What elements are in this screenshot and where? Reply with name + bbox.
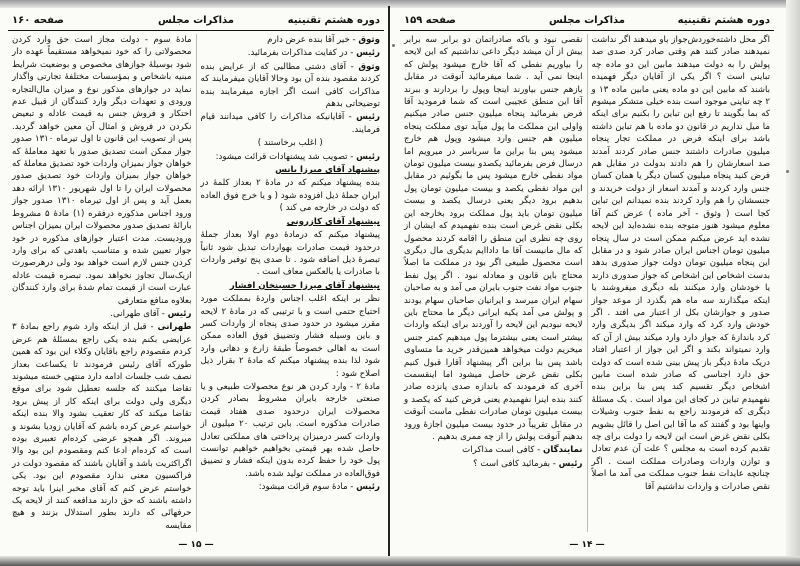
left-page-column-right: وثوق - خیر آقا بنده عرض دارم رئیس - در کفایت مذاکرات بفرمائید. وثوق - آقای دشتی مطالبی که از عرایض بنده کردند مقصود بنده آن بود وحالا آقایان میفرمایند که مذاکرات کافی است اگر اجازه میفرمایند بنده توضیحاتی بدهم رئیس - آقایانیکه مذاکرات را کافی میدانند قیام فرمایند. ( اغلب برخاستند ) رئیس - تصویب شد پیشنهادات قرائت میشود: پیشنهاد آقای میرزا یانس بنده پیشنهاد میکنم که در مادهٔ ۲ بعداز کلمهٔ در ایران جملهٔ ذیل افزوده شود ( و یا خرج فوق العاده که دولت در خارجه می کند ) پیشنهاد آقای کازرونی پیشنهاد میکنم که درمادهٔ دوم اولا بعداز جملهٔ درحدود قیمت صادرات بهواردات تبدیل شود ثانیاً تبصرهٔ ذیل اضافه شود . تا صدی پنج توفیر واردات با صادرات یا بالعکس معاف است . پیشنهاد آقای میرزا حسینخان افشار نظر بر اینکه اغلب اجناس واردهٔ بمملکت مورد احتیاج حتمی است و با ترتیبی که در مادهٔ ۲ لایحه مقرر میشود در حدود صدی پنجاه از واردات کسر و باین وسیله فشار وتضییق فوق العاده ممکن است به اهالی خصوصاً طبقهٔ زارع و دهاتی وارد شود لذا بنده پیشنهاد میکنم که مادهٔ ۲ بقرار ذیل اصلاح شود : مادهٔ ۲ - وارد کردن هر نوع محصولات طبیعی و یا صنعتی خارجه بایران مشروط بصادر کردن محصولات ایران درحدود صدی هفتاد قیمت صادرات مذکوره است. باین ترتیب ۲۰ میلیون از واردات کسر درمیزان پرداختی های مملکتی تعادل حاصل شده بهر قیمتی بخواهیم خواهیم توانست پول خود را حفظ کرده بدون اینکه فشار و تضییق فوق‌العاده در مملکت تولید شده باشد. رئیس - مادهٔ سوم قرائت میشود: [200, 35, 381, 493]
speaker-name: وثوق [358, 35, 380, 45]
speaker-name: رئیس [558, 458, 583, 469]
page-number-label: صفحه ۱۶۰ [12, 15, 64, 26]
scan-top-edge [0, 0, 800, 8]
page-footer-number: — ۱۴ — [569, 540, 605, 550]
left-page-header [8, 14, 384, 31]
scan-right-edge [786, 0, 800, 566]
paragraph-text: آقای دشتی مطالبی که از عرایض بنده کردند مقصود بنده آن بود وحالا آقایان میفرمایند که مذاکرات کافی است اگر اجازه میفرمایند بنده توضیحاتی بدهم [200, 61, 380, 110]
scan-speck [392, 44, 395, 47]
page-footer-number: — ۱۵ — [178, 540, 214, 550]
right-page [400, 8, 774, 554]
right-page-column-right [588, 34, 775, 532]
speaker-name: رئیس [356, 482, 380, 493]
speaker-name: وثوق [358, 61, 380, 72]
left-page [8, 8, 384, 554]
right-page-header [400, 14, 774, 31]
paragraph-text: بنده پیشنهاد میکنم که در مادهٔ ۲ بعداز کلمهٔ در ایران جملهٔ ذیل افزوده شود ( و یا خرج فوق العاده که دولت در خارجه می کند ) [200, 178, 380, 214]
paragraph-text: قبل از اینکه وارد شوم راجع بمادهٔ ۳ عرایضی بکنم بنده یکی راجع بمسئلهٔ هم عرض کردم مقصودم راجع باقایان وکلاء این بود که همین طورکه آقای رئیس فرمودند تا یکساعت بعداز نصف شب جلسات ادامه دارد منتهی خسته میشوند تقاضا میکنند که جلسه تعطیل شود برای موقع دیگری ولی دولت برای اینکه کار از پیش برود تقاضا میکند که کار تعقیب بشود والا بنده اینکه خواستم عرض کرده باشم که آقایان زودیا بشوند و میروند. اگر همچو عرضی کرده‌ام تعبیری بوده است که کرده‌ام ادعا کنم ومقصودم این بود والا اگراکثریت باشد و آقایان باشند که مقصود دولت در فراکسیون معنی ندارد مقصودم این بود. یکی خواستم عرض کنم که آقای مخبر اینرا باید توجه داشته باشند که حق دارند مدافعه کنند از لایحه یک حرفهائی که دارند بطور استدلال بزنند و هیچ مقایسه [12, 322, 192, 531]
paragraph-text: تصویب شد پیشنهادات قرائت میشود: [215, 151, 348, 162]
speaker-name: رئیس [356, 151, 380, 162]
left-page-column-left: مادهٔ سوم - دولت مجاز است حق وارد کردن محصولاتی را که خود نمیخواهد مستقیماً عهده دار شود بوسیلهٔ جوازهای مخصوص و بوضعیت شرایط مبنیه باشخاص و بمؤسسات مختلفهٔ تجارتی واگذار نماید در جوازهای مذکور نوع و میزان مال‌التجاره ورودی و تعهدات دیگر وارد کنندگان از قبیل عدم احتکار و فروش جنس به قیمت عادله و تبعیض نکردن در فروش و امثال آن معین خواهد گردید. پس از تصویب این قانون تا اول تیرماه ۱۳۱۰ صدور جواز ممکن است تصدیق صدور با تعهد معاملهٔ که خواهان جواز بمیزان واردات خود تصدیق معاملهٔ که خواهان جواز بمیزان واردات خود تصدیق صدور محصولات ایران را تا اول شهریور ۱۳۱۰ ارائه دهد بعمل آید و پس از اول تیرماه ۱۳۱۰ صدور جواز ورود اجناس مذکوره درفقره (۱) مادهٔ ۵ مشروط بارائهٔ تصدیق صدور محصولات ایران بمیزان اجناس ورودیست. مدت اعتبار جوازهای مذکوره در خود جواز تعیین شده و متناسب باهدتی که برای وارد کردن جنس لازم است خواهد بود ولی درهرصورت ازیک‌سال تجاوز نخواهد نمود. تبصره قیمت عادله عبارت است از قیمت تمام شدهٔ برای وارد کنندگان بعلاوه منافع متعارفی رئیس - آقای طهرانی. طهرانی - قبل از اینکه وارد شوم راجع بمادهٔ ۳ عرایضی بکنم بنده یکی راجع بمسئلهٔ هم عرض کردم مقصودم راجع باقایان وکلاء این بود که همین طورکه آقای رئیس فرمودند تا یکساعت بعداز نصف شب جلسات ادامه دارد منتهی خسته میشوند تقاضا میکنند که جلسه تعطیل شود برای موقع دیگری ولی دولت برای اینکه کار از پیش برود تقاضا میکند که کار تعقیب بشود والا بنده اینکه خواستم عرض کرده باشم که آقایان زودیا بشوند و میروند. اگر همچو عرضی کرده‌ام تعبیری بوده است که کرده‌ام ادعا کنم ومقصودم این بود والا اگراکثریت باشد و آقایان باشند که مقصود دولت در فراکسیون معنی ندارد مقصودم این بود. یکی خواستم عرض کنم که آقای مخبر اینرا باید توجه داشته باشند که حق دارند مدافعه کنند از لایحه یک حرفهائی که دارند بطور استدلال بزنند و هیچ مقایسه [8, 34, 197, 532]
paragraph-text: بفرمائید کافی است ؟ [473, 458, 551, 469]
paragraph-text: مادهٔ سوم - دولت مجاز است حق وارد کردن محصولاتی را که خود نمیخواهد مستقیماً عهده دار شود بوسیلهٔ جوازهای مخصوص و بوضعیت شرایط مبنیه باشخاص و بمؤسسات مختلفهٔ تجارتی واگذار نماید در جوازهای مذکور نوع و میزان مال‌التجاره ورودی و تعهدات دیگر وارد کنندگان از قبیل عدم احتکار و فروش جنس به قیمت عادله و تبعیض نکردن در فروش و امثال آن معین خواهد گردید. پس از تصویب این قانون تا اول تیرماه ۱۳۱۰ صدور جواز ممکن است تصدیق صدور با تعهد معاملهٔ که خواهان جواز بمیزان واردات خود تصدیق معاملهٔ که خواهان جواز بمیزان واردات خود تصدیق صدور محصولات ایران را تا اول شهریور ۱۳۱۰ ارائه دهد بعمل آید و پس از اول تیرماه ۱۳۱۰ صدور جواز ورود اجناس مذکوره درفقره (۱) مادهٔ ۵ مشروط بارائهٔ تصدیق صدور محصولات ایران بمیزان اجناس ورودیست. مدت اعتبار جوازهای مذکوره در خود جواز تعیین شده و متناسب باهدتی که برای وارد کردن جنس لازم است خواهد بود ولی درهرصورت ازیک‌سال تجاوز نخواهد نمود. تبصره قیمت عادله عبارت است از قیمت تمام شدهٔ برای وارد کنندگان بعلاوه منافع متعارفی [12, 35, 192, 306]
running-title: مذاکرات مجلس [157, 15, 234, 26]
paragraph-text: مادهٔ ۲ - وارد کردن هر نوع محصولات طبیعی و یا صنعتی خارجه بایران مشروط بصادر کردن محصولات ایران درحدود صدی هفتاد قیمت صادرات مذکوره است. باین ترتیب ۲۰ میلیون از واردات کسر درمیزان پرداختی های مملکتی تعادل حاصل شده بهر قیمتی بخواهیم خواهیم توانست پول خود را حفظ کرده بدون اینکه فشار و تضییق فوق‌العاده در مملکت تولید شده باشد. [200, 381, 381, 479]
paragraph-text: در کفایت مذاکرات بفرمائید. [247, 48, 348, 59]
right-page-columns [400, 34, 774, 532]
speaker-name: طهرانی [157, 322, 192, 333]
paragraph-text: اگر محل داشته‌خوردش‌جواز باو میدهند اگر نداشت نمیدهند صادر کنند هم وقتی صادر کرد صدی صد پولش را به دولت میدهند مابین این دو ماده چه تباینی است ؟ اگر یکی از آقایان دیگر فهمیده باشند که مابین این دو ماده یعنی مابین ماده ۱۳ و ۲ چه تباینی موجود است بنده خیلی متشکر میشوم که بما بگویند تا رفع این تباین را بکنیم برای اینکه ما میل نداریم در قانون دو ماده با هم تباین داشته باشد برای اینکه فرض در مملکت تجار پنجاه میلیون صادرات داشتند جنس صادر کردند آمدند صد اسعارشان را هم دادند بدولت در مقابل هم فرض کنید پنجاه میلیون کسان دیگر یا همان کسان جنس وارد کردند و آمدند اسعار از دولت خریدند و جنسشان را هم وارد کردند بنده نمیدانم این تباین کجا است ( وثوق - آخر ماده ) عرض کنم آقا معلوم میشود هنوز متوجه بنده نشده‌اید این لایحه نشده اید عرض میکنم ممکن است در سال پنجاه میلیون تومان اجناس ایران صادر شود و در مقابل این پنجاه میلیون تومان دولت جواز صدوری بدهد بدست اشخاص این اشخاص که جواز صدوری دارند یا خودشان وارد میکنند بله دیگری میفروشند یا اینکه میگذارند سه ماه هم بگذرد از موعد جواز صدور و جوازشان بکل از اعتبار می افتد . اگر خودش وارد کرد که وارد میکند اگر بدیگری وارد کرد باندازهٔ که جواز دارد وارد میکند بیش از آن که وارد نمیتواند بکند و اگر این جواز از اعتبار افتاد دریک مادهٔ دیگر باز پیش بینی شده است که دولت حق دارد اجناسی که صادر شده است مابین اشخاص دیگر تقسیم کند پس بنا براین بنده نفهمیدم تباین در کجای این مواد است . یک مسئلهٔ دیگری که فرمودند راجع به نفط جنوب وشیلات واینها بود و گفتند که ما آقا این اصل را قائل بشویم بکلی نقض غرض است این لایحه را دولت برای چه تقدیم کرده است به مجلس ؟ علت آن عدم تعادل و توازن واردات وصادرات مملکت است . اگر چنانچه عایدات نفط جنوب مملکت می آمد ما اصلاً نقص صادرات و واردات نداشتیم آقا [591, 35, 770, 492]
proposal-heading: پیشنهاد آقای میرزا یانس [275, 165, 380, 176]
speaker-name: رئیس [356, 112, 380, 123]
right-page-column-left: نقصی نبود و باکه صادراتمان دو برابر سه برابر بیش از آن میشد دیگر داعی نداشتیم که این لایحه را بیاوریم نفطی که آقا خارج میشود پولش که اینجا نمی آید . شما میفرمائید آنوقت در مقابل بازهم جنس بیاورند اینجا وپول را بردارند و ببرند آقا این منطق عجیبی است که شما فرمودید آقا فرض بفرمائید پنجاه میلیون جنس صادر میکنیم واولی این مملکت ما پول میآید توی مملکت پنجاه میلیون هم جنس وارد میشود وپول هم خارج میشود پس بنا براین ما سرباسر در میرویم اما درسال فرض بفرمائید یکصدو بیست میلیون تومان مواد نفطی خارج میشود پس ما بگوئیم در مقابل این مواد نفطی یکصد و بیست میلیون تومان پول بدهیم برود دیگر یعنی درسال یکصد و بیست میلیون تومان باید پول مملکت برود بخارجه این بکلی نقض غرض است بنده نفهمیدم که ایشان از روی چه نظری این منطق را اقامه کردند محصول که مال مانیست آقا ما داداایم بدیگری مال دیگری است محصول طبیعی اگر بود در مملکت ما اصلاً محتاج باین قانون و معادله نبود . اگر پول نفط جنوب مواد نفت جنوب بایران می آمد و به صاحبان سهام ایران میرسد و ایرانیان صاحبان سهام بودند و پولش می آمد یکیه ایرانی دیگر ما محتاج باین لایحه نبودیم این لایحه را آوردند برای اینکه واردات بیشتر است یعنی بیشترما پول میدهیم کمتر جنس میخریم دولت میخواهد همین‌قدر خرید ما متساوی باشد پس بنا براین اگر پیشنهاد آقارا قبول کنیم بکلی نقض غرض حاصل میشود اما اینقسمت آخری که فرمودند که باندازه صدی پانزده صادر کنند بنده اینرا نفهمیدم یعنی فرض کنید که یکصد و بیست میلیون تومان صادرات نفطی ماست آنوقت در مقابل تقریباً در حدود بیست میلیون اجازهٔ ورود بدهیم آنوقت پولش را از چه ممری بدهیم . نمایندگان - کافی است مذاکرات رئیس - بفرمائید کافی است ؟ [400, 34, 588, 532]
scan-bottom-edge [0, 556, 800, 566]
scan-speck [786, 170, 789, 173]
session-label: دوره هشتم تقنینیه [287, 15, 380, 26]
running-title: مذاکرات مجلس [548, 15, 625, 26]
proposal-heading: پیشنهاد آقای میرزا حسینخان افشار [229, 280, 380, 291]
paragraph-text: مادهٔ سوم قرائت میشود: [258, 482, 348, 493]
paragraph-text: کافی است مذاکرات [462, 445, 535, 456]
paragraph-text: پیشنهاد میکنم که درمادهٔ دوم اولا بعداز جملهٔ درحدود قیمت صادرات بهواردات تبدیل شود ثانیاً تبصرهٔ ذیل اضافه شود . تا صدی پنج توفیر واردات با صادرات یا بالعکس معاف است . [200, 230, 380, 278]
paragraph-text: نظر بر اینکه اغلب اجناس واردهٔ بمملکت مورد احتیاج حتمی است و با ترتیبی که در مادهٔ ۲ لایحه مقرر میشود در حدود صدی پنجاه از واردات کسر و باین وسیله فشار وتضییق فوق العاده ممکن است به اهالی خصوصاً طبقهٔ زارع و دهاتی وارد شود لذا بنده پیشنهاد میکنم که مادهٔ ۲ بقرار ذیل اصلاح شود : [200, 294, 380, 379]
paragraph-text: نقصی نبود و باکه صادراتمان دو برابر سه برابر بیش از آن میشد دیگر داعی نداشتیم که این لایحه را بیاوریم نفطی که آقا خارج میشود پولش که اینجا نمی آید . شما میفرمائید آنوقت در مقابل بازهم جنس بیاورند اینجا وپول را بردارند و ببرند آقا این منطق عجیبی است که شما فرمودید آقا فرض بفرمائید پنجاه میلیون جنس صادر میکنیم واولی این مملکت ما پول میآید توی مملکت پنجاه میلیون هم جنس وارد میشود وپول هم خارج میشود پس بنا براین ما سرباسر در میرویم اما درسال فرض بفرمائید یکصدو بیست میلیون تومان مواد نفطی خارج میشود پس ما بگوئیم در مقابل این مواد نفطی یکصد و بیست میلیون تومان پول بدهیم برود دیگر یعنی درسال یکصد و بیست میلیون تومان باید پول مملکت برود بخارجه این بکلی نقض غرض است بنده نفهمیدم که ایشان از روی چه نظری این منطق را اقامه کردند محصول که مال مانیست آقا ما داداایم بدیگری مال دیگری است محصول طبیعی اگر بود در مملکت ما اصلاً محتاج باین قانون و معادله نبود . اگر پول نفط جنوب مواد نفت جنوب بایران می آمد و به صاحبان سهام ایران میرسد و ایرانیان صاحبان سهام بودند و پولش می آمد یکیه ایرانی دیگر ما محتاج باین لایحه نبودیم این لایحه را آوردند برای اینکه واردات بیشتر است یعنی بیشترما پول میدهیم کمتر جنس میخریم دولت میخواهد همین‌قدر خرید ما متساوی باشد پس بنا براین اگر پیشنهاد آقارا قبول کنیم بکلی نقض غرض حاصل میشود اما اینقسمت آخری که فرمودند که باندازه صدی پانزده صادر کنند بنده اینرا نفهمیدم یعنی فرض کنید که یکصد و بیست میلیون تومان صادرات نفطی ماست آنوقت در مقابل تقریباً در حدود بیست میلیون اجازهٔ ورود بدهیم آنوقت پولش را از چه ممری بدهیم . [404, 35, 583, 442]
speaker-name: نمایندگان [543, 445, 583, 456]
page-number-label: صفحه ۱۵۹ [404, 15, 456, 26]
paragraph-text: خیر آقا بنده عرض دارم [267, 35, 350, 45]
paragraph-text: آقایانیکه مذاکرات را کافی میدانند قیام فرمایند. [200, 112, 380, 135]
speaker-name: رئیس [167, 308, 192, 319]
page-divider [388, 6, 390, 556]
left-page-columns [8, 34, 384, 532]
stage-direction: ( اغلب برخاستند ) [257, 138, 323, 149]
session-label: دوره هشتم تقنینیه [677, 15, 770, 26]
speaker-name: رئیس [356, 48, 380, 59]
paragraph-text: آقای طهرانی. [110, 308, 160, 319]
proposal-heading: پیشنهاد آقای کازرونی [286, 216, 380, 227]
